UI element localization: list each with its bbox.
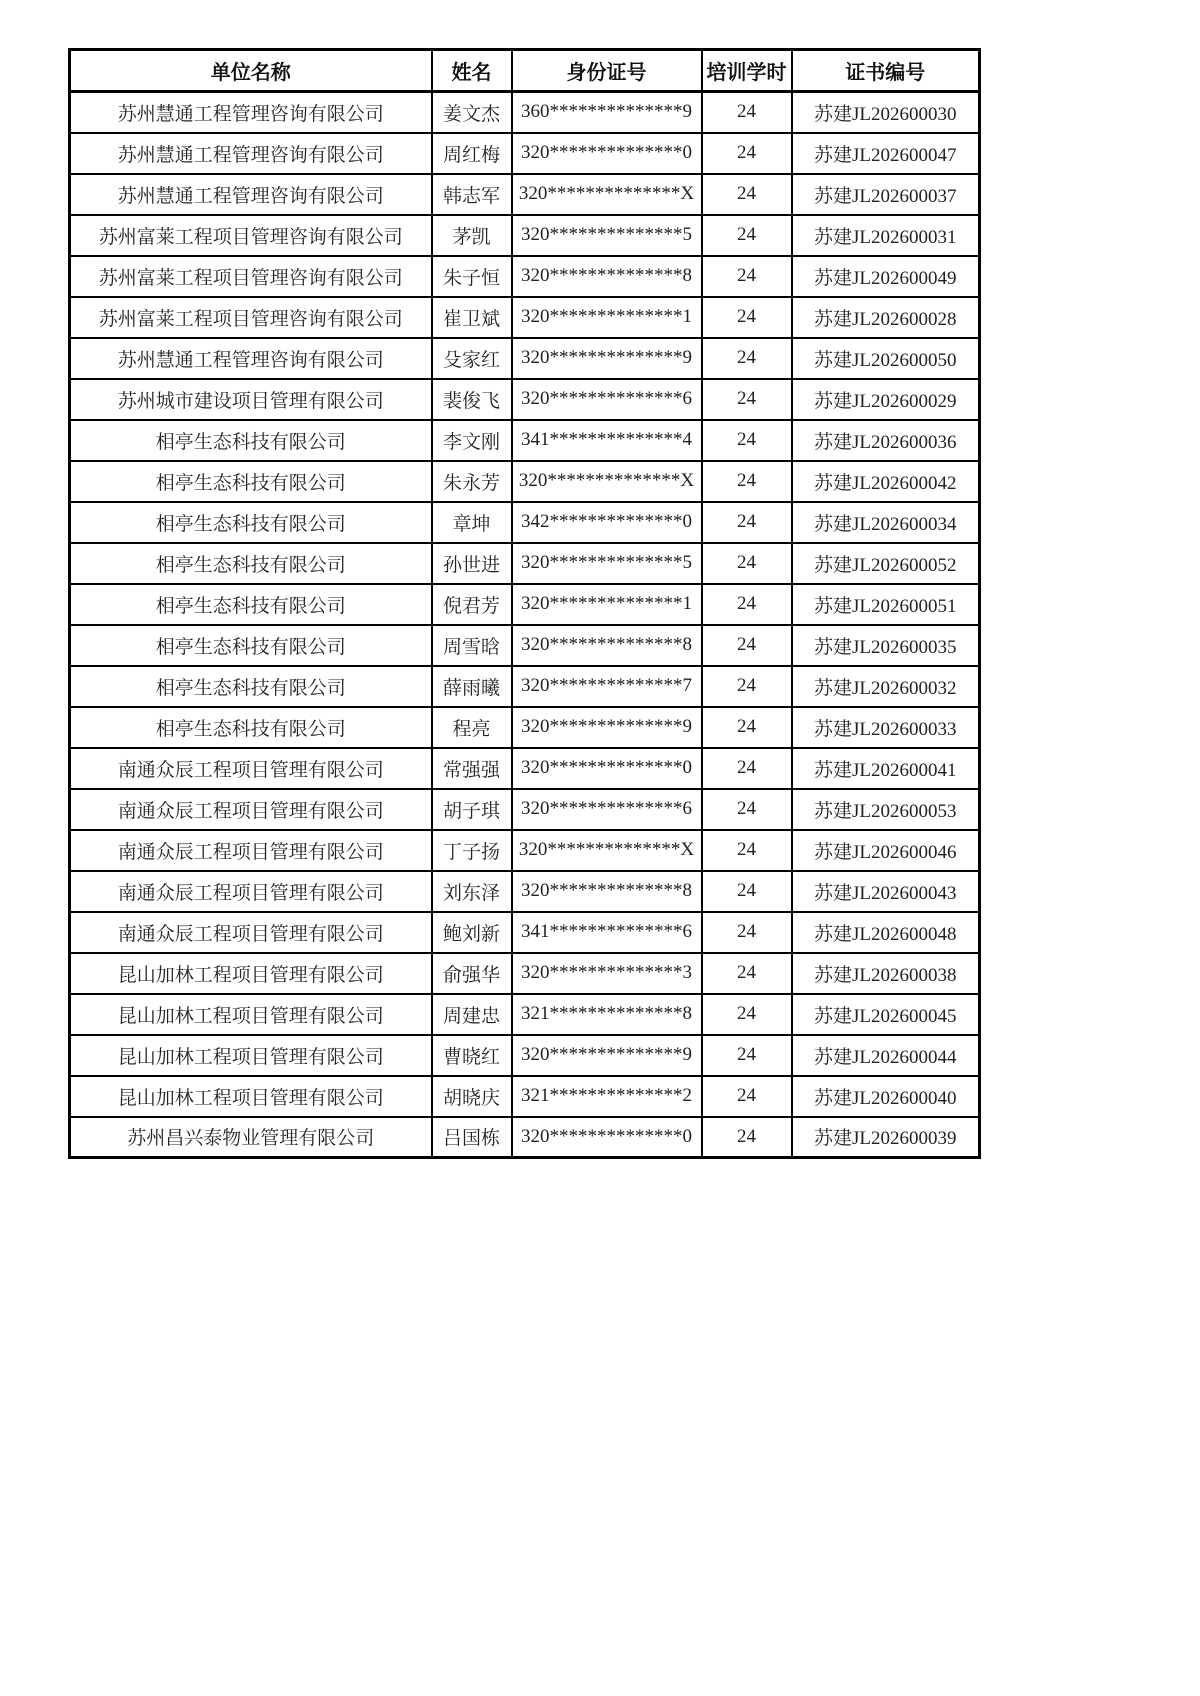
cell-company: 苏州昌兴泰物业管理有限公司 — [70, 1117, 432, 1158]
cell-company: 南通众辰工程项目管理有限公司 — [70, 830, 432, 871]
cell-company: 苏州慧通工程管理咨询有限公司 — [70, 133, 432, 174]
cell-training-hours: 24 — [702, 707, 792, 748]
table-body — [70, 92, 980, 1158]
cell-id-number: 320**************1 — [512, 584, 702, 625]
cell-company: 苏州富莱工程项目管理咨询有限公司 — [70, 256, 432, 297]
cell-name: 殳家红 — [432, 338, 512, 379]
table-row — [70, 871, 980, 912]
cell-training-hours: 24 — [702, 584, 792, 625]
cell-training-hours: 24 — [702, 461, 792, 502]
table-row — [70, 174, 980, 215]
cell-id-number: 320**************7 — [512, 666, 702, 707]
cell-certificate-number: 苏建JL202600035 — [792, 625, 980, 666]
cell-id-number: 360**************9 — [512, 92, 702, 133]
cell-name: 周红梅 — [432, 133, 512, 174]
cell-certificate-number: 苏建JL202600043 — [792, 871, 980, 912]
cell-certificate-number: 苏建JL202600039 — [792, 1117, 980, 1158]
cell-training-hours: 24 — [702, 1076, 792, 1117]
cell-company: 昆山加林工程项目管理有限公司 — [70, 1035, 432, 1076]
cell-certificate-number: 苏建JL202600034 — [792, 502, 980, 543]
cell-company: 相亭生态科技有限公司 — [70, 625, 432, 666]
column-header-name: 姓名 — [432, 50, 512, 92]
table-row — [70, 1035, 980, 1076]
table-row — [70, 789, 980, 830]
cell-training-hours: 24 — [702, 379, 792, 420]
table-row — [70, 461, 980, 502]
cell-id-number: 320**************5 — [512, 543, 702, 584]
cell-certificate-number: 苏建JL202600030 — [792, 92, 980, 133]
table-row — [70, 502, 980, 543]
table-row — [70, 748, 980, 789]
cell-company: 相亭生态科技有限公司 — [70, 420, 432, 461]
cell-training-hours: 24 — [702, 92, 792, 133]
table-row — [70, 625, 980, 666]
cell-id-number: 320**************0 — [512, 1117, 702, 1158]
cell-id-number: 320**************1 — [512, 297, 702, 338]
column-header-company: 单位名称 — [70, 50, 432, 92]
cell-company: 相亭生态科技有限公司 — [70, 584, 432, 625]
cell-certificate-number: 苏建JL202600032 — [792, 666, 980, 707]
cell-certificate-number: 苏建JL202600041 — [792, 748, 980, 789]
cell-name: 程亮 — [432, 707, 512, 748]
cell-certificate-number: 苏建JL202600036 — [792, 420, 980, 461]
cell-training-hours: 24 — [702, 830, 792, 871]
cell-id-number: 320**************5 — [512, 215, 702, 256]
cell-id-number: 342**************0 — [512, 502, 702, 543]
cell-certificate-number: 苏建JL202600042 — [792, 461, 980, 502]
cell-name: 周建忠 — [432, 994, 512, 1035]
cell-training-hours: 24 — [702, 338, 792, 379]
cell-company: 南通众辰工程项目管理有限公司 — [70, 789, 432, 830]
cell-certificate-number: 苏建JL202600052 — [792, 543, 980, 584]
header-row — [70, 50, 980, 92]
cell-name: 朱永芳 — [432, 461, 512, 502]
cell-company: 南通众辰工程项目管理有限公司 — [70, 748, 432, 789]
cell-name: 俞强华 — [432, 953, 512, 994]
cell-company: 相亭生态科技有限公司 — [70, 543, 432, 584]
cell-name: 章坤 — [432, 502, 512, 543]
table-row — [70, 953, 980, 994]
column-header-id-number: 身份证号 — [512, 50, 702, 92]
cell-company: 昆山加林工程项目管理有限公司 — [70, 994, 432, 1035]
cell-name: 胡子琪 — [432, 789, 512, 830]
cell-training-hours: 24 — [702, 297, 792, 338]
cell-id-number: 341**************6 — [512, 912, 702, 953]
cell-certificate-number: 苏建JL202600053 — [792, 789, 980, 830]
table-row — [70, 994, 980, 1035]
cell-name: 朱子恒 — [432, 256, 512, 297]
table-row — [70, 1076, 980, 1117]
cell-training-hours: 24 — [702, 1035, 792, 1076]
cell-certificate-number: 苏建JL202600038 — [792, 953, 980, 994]
cell-certificate-number: 苏建JL202600049 — [792, 256, 980, 297]
cell-name: 姜文杰 — [432, 92, 512, 133]
cell-id-number: 321**************2 — [512, 1076, 702, 1117]
cell-company: 苏州慧通工程管理咨询有限公司 — [70, 92, 432, 133]
cell-company: 相亭生态科技有限公司 — [70, 666, 432, 707]
cell-company: 南通众辰工程项目管理有限公司 — [70, 871, 432, 912]
cell-company: 苏州富莱工程项目管理咨询有限公司 — [70, 297, 432, 338]
table-row — [70, 92, 980, 133]
cell-name: 薛雨曦 — [432, 666, 512, 707]
cell-id-number: 321**************8 — [512, 994, 702, 1035]
cell-id-number: 320**************8 — [512, 871, 702, 912]
column-header-hours: 培训学时 — [702, 50, 792, 92]
cell-id-number: 320**************X — [512, 174, 702, 215]
table-row — [70, 666, 980, 707]
cell-id-number: 320**************X — [512, 830, 702, 871]
cell-training-hours: 24 — [702, 1117, 792, 1158]
cell-training-hours: 24 — [702, 789, 792, 830]
cell-name: 刘东泽 — [432, 871, 512, 912]
cell-certificate-number: 苏建JL202600037 — [792, 174, 980, 215]
cell-company: 南通众辰工程项目管理有限公司 — [70, 912, 432, 953]
cell-certificate-number: 苏建JL202600029 — [792, 379, 980, 420]
cell-company: 相亭生态科技有限公司 — [70, 502, 432, 543]
table-row — [70, 338, 980, 379]
cell-training-hours: 24 — [702, 256, 792, 297]
cell-id-number: 320**************6 — [512, 379, 702, 420]
cell-id-number: 320**************0 — [512, 133, 702, 174]
cell-company: 苏州慧通工程管理咨询有限公司 — [70, 174, 432, 215]
cell-company: 昆山加林工程项目管理有限公司 — [70, 953, 432, 994]
cell-training-hours: 24 — [702, 625, 792, 666]
cell-certificate-number: 苏建JL202600050 — [792, 338, 980, 379]
cell-company: 苏州富莱工程项目管理咨询有限公司 — [70, 215, 432, 256]
cell-certificate-number: 苏建JL202600031 — [792, 215, 980, 256]
cell-training-hours: 24 — [702, 748, 792, 789]
cell-training-hours: 24 — [702, 420, 792, 461]
cell-training-hours: 24 — [702, 502, 792, 543]
cell-training-hours: 24 — [702, 543, 792, 584]
cell-id-number: 320**************9 — [512, 1035, 702, 1076]
table-row — [70, 256, 980, 297]
table-row — [70, 379, 980, 420]
cell-training-hours: 24 — [702, 912, 792, 953]
cell-certificate-number: 苏建JL202600046 — [792, 830, 980, 871]
cell-company: 相亭生态科技有限公司 — [70, 707, 432, 748]
cell-company: 相亭生态科技有限公司 — [70, 461, 432, 502]
cell-id-number: 341**************4 — [512, 420, 702, 461]
cell-training-hours: 24 — [702, 994, 792, 1035]
table-row — [70, 297, 980, 338]
cell-id-number: 320**************8 — [512, 625, 702, 666]
table-header — [70, 50, 980, 92]
cell-name: 孙世进 — [432, 543, 512, 584]
cell-name: 鲍刘新 — [432, 912, 512, 953]
cell-id-number: 320**************6 — [512, 789, 702, 830]
cell-id-number: 320**************0 — [512, 748, 702, 789]
table-row — [70, 584, 980, 625]
cell-id-number: 320**************3 — [512, 953, 702, 994]
cell-certificate-number: 苏建JL202600028 — [792, 297, 980, 338]
table-row — [70, 133, 980, 174]
cell-name: 胡晓庆 — [432, 1076, 512, 1117]
cell-training-hours: 24 — [702, 871, 792, 912]
table-row — [70, 543, 980, 584]
cell-company: 苏州城市建设项目管理有限公司 — [70, 379, 432, 420]
cell-id-number: 320**************9 — [512, 338, 702, 379]
table-row — [70, 420, 980, 461]
cell-training-hours: 24 — [702, 215, 792, 256]
cell-name: 韩志军 — [432, 174, 512, 215]
cell-certificate-number: 苏建JL202600044 — [792, 1035, 980, 1076]
training-certificate-table — [68, 48, 981, 1159]
table-row — [70, 830, 980, 871]
cell-name: 裴俊飞 — [432, 379, 512, 420]
cell-certificate-number: 苏建JL202600047 — [792, 133, 980, 174]
cell-name: 吕国栋 — [432, 1117, 512, 1158]
cell-name: 茅凯 — [432, 215, 512, 256]
cell-training-hours: 24 — [702, 174, 792, 215]
table-row — [70, 707, 980, 748]
cell-name: 曹晓红 — [432, 1035, 512, 1076]
cell-name: 周雪晗 — [432, 625, 512, 666]
cell-name: 丁子扬 — [432, 830, 512, 871]
cell-certificate-number: 苏建JL202600051 — [792, 584, 980, 625]
column-header-cert-no: 证书编号 — [792, 50, 980, 92]
cell-name: 李文刚 — [432, 420, 512, 461]
cell-name: 常强强 — [432, 748, 512, 789]
cell-id-number: 320**************8 — [512, 256, 702, 297]
cell-company: 昆山加林工程项目管理有限公司 — [70, 1076, 432, 1117]
cell-certificate-number: 苏建JL202600040 — [792, 1076, 980, 1117]
cell-certificate-number: 苏建JL202600033 — [792, 707, 980, 748]
cell-certificate-number: 苏建JL202600045 — [792, 994, 980, 1035]
cell-company: 苏州慧通工程管理咨询有限公司 — [70, 338, 432, 379]
table-row — [70, 215, 980, 256]
cell-name: 崔卫斌 — [432, 297, 512, 338]
cell-name: 倪君芳 — [432, 584, 512, 625]
cell-training-hours: 24 — [702, 666, 792, 707]
cell-certificate-number: 苏建JL202600048 — [792, 912, 980, 953]
table-row — [70, 1117, 980, 1158]
cell-id-number: 320**************X — [512, 461, 702, 502]
cell-training-hours: 24 — [702, 953, 792, 994]
cell-training-hours: 24 — [702, 133, 792, 174]
cell-id-number: 320**************9 — [512, 707, 702, 748]
table-row — [70, 912, 980, 953]
